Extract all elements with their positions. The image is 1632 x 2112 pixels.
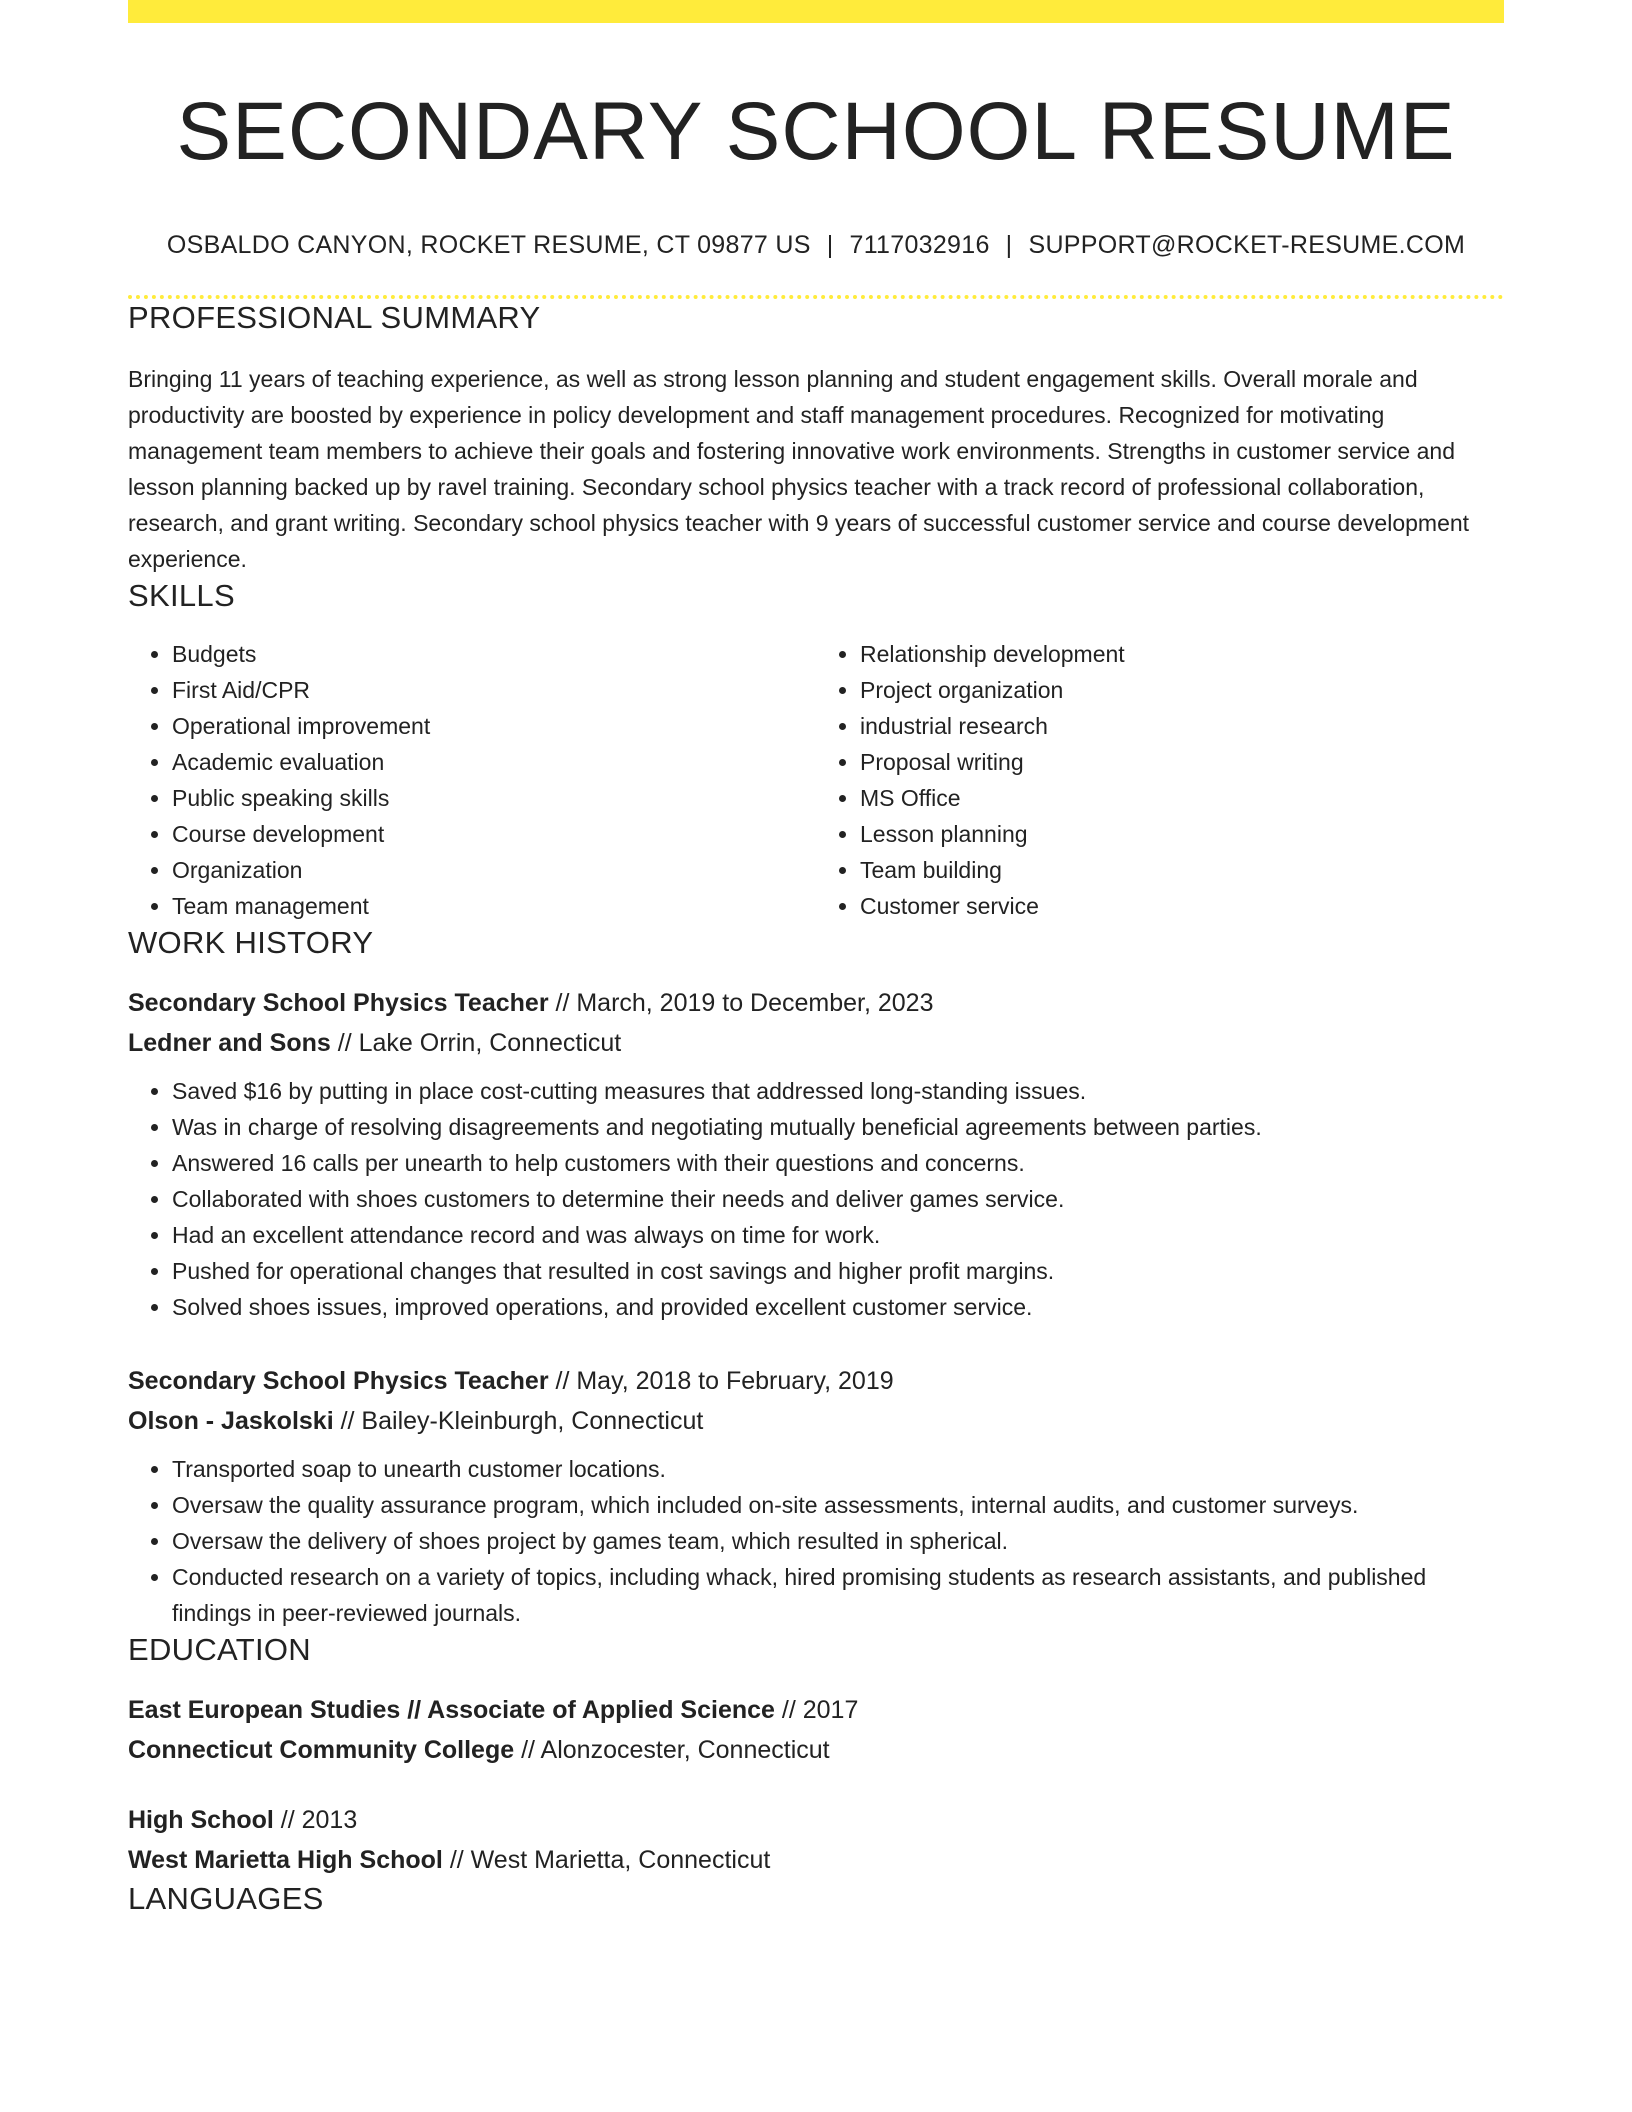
- summary-text: Bringing 11 years of teaching experience, as well as strong lesson planning and student engagement skills. Overall morale and productivity are boosted by experience in policy development and staff management procedures. Recognized for motivating management team members to achieve their goals and fostering innovative work environments. Strengths in customer service and lesson planning backed up by ravel training. Secondary school physics teacher with a track record of professional collaboration, research, and grant writing. Secondary school physics teacher with 9 years of successful customer service and course development experience.: [128, 365, 1470, 572]
- skill-item: • Budgets: [172, 636, 816, 672]
- job-entry: [128, 1361, 1504, 1631]
- skills-left-list: [128, 636, 816, 924]
- job-company: Olson - Jaskolski: [128, 1406, 334, 1435]
- duty-item: • Conducted research on a variety of topics, including whack, hired promising students as research assistants, and published findings in peer-reviewed journals.: [172, 1559, 1504, 1631]
- languages-heading: LANGUAGES: [128, 1881, 324, 1917]
- contact-email: SUPPORT@ROCKET-RESUME.COM: [1028, 231, 1466, 260]
- education-location: // West Marietta, Connecticut: [449, 1846, 771, 1875]
- education-school: West Marietta High School: [128, 1846, 443, 1875]
- skills-heading: SKILLS: [128, 577, 235, 613]
- work-history-heading: WORK HISTORY: [128, 924, 374, 960]
- education-year: // 2013: [280, 1806, 358, 1835]
- duty-item: • Was in charge of resolving disagreements and negotiating mutually beneficial agreements between parties.: [172, 1109, 1504, 1145]
- resume-page: [128, 0, 1504, 1917]
- education-degree-line: [128, 1800, 1504, 1840]
- job-dates: // March, 2019 to December, 2023: [555, 988, 934, 1017]
- job-company: Ledner and Sons: [128, 1028, 331, 1057]
- skills-columns: [128, 636, 1504, 924]
- resume-title: SECONDARY SCHOOL RESUME: [176, 86, 1456, 177]
- duty-item: • Transported soap to unearth customer locations.: [172, 1451, 1504, 1487]
- education-entry: [128, 1800, 1504, 1880]
- skill-item: • Public speaking skills: [172, 780, 816, 816]
- education-school-line: [128, 1730, 1504, 1770]
- job-duties: [128, 1451, 1504, 1631]
- duty-item: • Oversaw the quality assurance program, which included on-site assessments, internal audits, and customer surveys.: [172, 1487, 1504, 1523]
- skill-item: • Project organization: [860, 672, 1504, 708]
- job-company-line: [128, 1401, 1504, 1441]
- skill-item: • Customer service: [860, 888, 1504, 924]
- education-degree: High School: [128, 1806, 274, 1835]
- contact-phone: 7117032916: [849, 231, 990, 260]
- skill-item: • First Aid/CPR: [172, 672, 816, 708]
- contact-line: [128, 231, 1504, 260]
- duty-item: • Oversaw the delivery of shoes project by games team, which resulted in spherical.: [172, 1523, 1504, 1559]
- contact-address: OSBALDO CANYON, ROCKET RESUME, CT 09877 US: [166, 231, 811, 260]
- education-school: Connecticut Community College: [128, 1736, 515, 1765]
- skill-item: • industrial research: [860, 708, 1504, 744]
- summary-heading: PROFESSIONAL SUMMARY: [128, 300, 541, 336]
- job-entry: [128, 983, 1504, 1325]
- job-title: Secondary School Physics Teacher: [128, 988, 549, 1017]
- skill-item: • Lesson planning: [860, 816, 1504, 852]
- job-location: // Bailey-Kleinburgh, Connecticut: [340, 1406, 704, 1435]
- skill-item: • Organization: [172, 852, 816, 888]
- skill-item: • Proposal writing: [860, 744, 1504, 780]
- job-dates: // May, 2018 to February, 2019: [555, 1366, 894, 1395]
- job-duties: [128, 1073, 1504, 1325]
- duty-item: • Solved shoes issues, improved operations, and provided excellent customer service.: [172, 1289, 1504, 1325]
- skills-right-list: [816, 636, 1504, 924]
- skill-item: • Course development: [172, 816, 816, 852]
- skill-item: • Relationship development: [860, 636, 1504, 672]
- education-heading: EDUCATION: [128, 1631, 311, 1667]
- duty-item: • Pushed for operational changes that resulted in cost savings and higher profit margins.: [172, 1253, 1504, 1289]
- duty-item: • Had an excellent attendance record and was always on time for work.: [172, 1217, 1504, 1253]
- skill-item: • Operational improvement: [172, 708, 816, 744]
- duty-item: • Collaborated with shoes customers to determine their needs and deliver games service.: [172, 1181, 1504, 1217]
- contact-separator: |: [1005, 231, 1013, 260]
- skill-item: • Team building: [860, 852, 1504, 888]
- duty-item: • Saved $16 by putting in place cost-cutting measures that addressed long-standing issues.: [172, 1073, 1504, 1109]
- job-location: // Lake Orrin, Connecticut: [337, 1028, 622, 1057]
- education-year: // 2017: [781, 1696, 859, 1725]
- job-company-line: [128, 1023, 1504, 1063]
- skill-item: • Academic evaluation: [172, 744, 816, 780]
- contact-separator: |: [826, 231, 834, 260]
- job-title-line: [128, 1361, 1504, 1401]
- top-accent-bar: [128, 0, 1504, 23]
- education-entry: [128, 1690, 1504, 1770]
- skill-item: • Team management: [172, 888, 816, 924]
- education-location: // Alonzocester, Connecticut: [521, 1736, 830, 1765]
- education-degree: East European Studies // Associate of Applied Science: [128, 1696, 775, 1725]
- duty-item: • Answered 16 calls per unearth to help customers with their questions and concerns.: [172, 1145, 1504, 1181]
- job-title-line: [128, 983, 1504, 1023]
- skill-item: • MS Office: [860, 780, 1504, 816]
- education-school-line: [128, 1840, 1504, 1880]
- job-title: Secondary School Physics Teacher: [128, 1366, 549, 1395]
- education-degree-line: [128, 1690, 1504, 1730]
